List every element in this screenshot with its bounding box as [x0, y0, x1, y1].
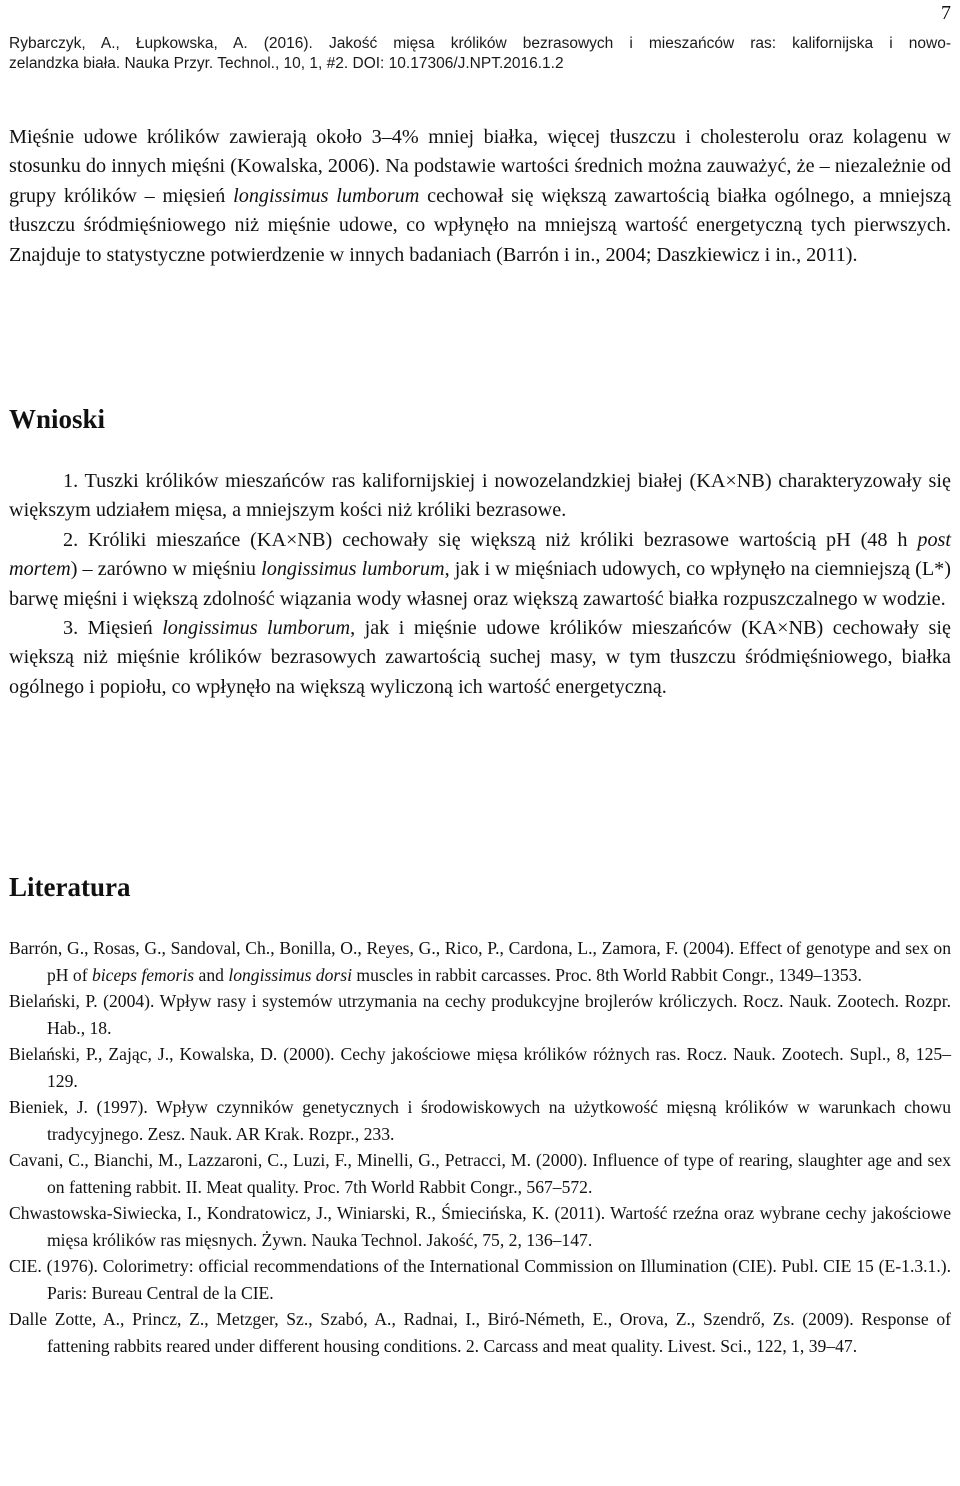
reference-text: Bieniek, J. (1997). Wpływ czynników genetycznych i środowiskowych na użytkowość mięsną królików w warunkach chowu tradycyjnego. Zesz. Nauk. AR Krak. Rozpr., 233.: [9, 1097, 951, 1144]
conclusion-italic-term: longissimus lumborum: [162, 617, 351, 640]
conclusions-heading: Wnioski: [9, 404, 106, 434]
reference-text: Bielański, P. (2004). Wpływ rasy i systemów utrzymania na cechy produkcyjne brojlerów króliczych. Rocz. Nauk. Zootech. Rozpr. Hab., 18.: [9, 991, 951, 1038]
header-citation-line-2: zelandzka biała. Nauka Przyr. Technol., 10, 1, #2. DOI: 10.17306/J.NPT.2016.1.2: [9, 55, 564, 72]
reference-item: [9, 1200, 951, 1253]
conclusion-italic-term: post mortem: [9, 528, 951, 581]
reference-italic-term: longissimus dorsi: [228, 964, 352, 985]
page-number: 7: [941, 2, 951, 24]
reference-italic-term: biceps femoris: [91, 964, 195, 985]
conclusion-item: [9, 526, 951, 614]
paragraph-text: cechował się większą zawartością białka ogólnego, a mniejszą tłuszczu śródmięśniowego niż mięśnie udowe, co wpłynęło na mniejszą wartość energetyczną tych pierwszych. Znajduje to statystyczne potwierdzenie w innych badaniach (Barrón i in., 2004; Daszkiewicz i in., 2011).: [9, 184, 951, 266]
conclusion-text: , jak i mięśnie udowe królików mieszańców (KA×NB) cechowały się większą niż mięśnie królików bezrasowych zawartością suchej masy, w tym tłuszczu śródmięśniowego, białka ogólnego i popiołu, co wpłynęło na większą wyliczoną ich wartość energetyczną.: [9, 617, 951, 698]
conclusion-text: 2. Króliki mieszańce (KA×NB) cechowały się większą niż króliki bezrasowe wartością pH (48 h: [63, 528, 918, 551]
reference-text: and: [194, 964, 229, 985]
references-heading: Literatura: [9, 872, 131, 902]
discussion-paragraph: [9, 123, 951, 270]
paragraph-text: Mięśnie udowe królików zawierają około 3–4% mniej białka, więcej tłuszczu i cholesterolu oraz kolagenu w stosunku do innych mięśni (Kowalska, 2006). Na podstawie wartości średnich można zauważyć, że – niezależnie od grupy królików – mięsień: [9, 126, 951, 207]
reference-text: Barrón, G., Rosas, G., Sandoval, Ch., Bonilla, O., Reyes, G., Rico, P., Cardona, L., Zamora, F. (2004). Effect of genotype and sex on pH of: [9, 938, 951, 985]
conclusion-text: ) – zarówno w mięśniu: [70, 558, 262, 581]
conclusion-text: , jak i w mięśniach udowych, co wpłynęło na ciemniejszą (L*) barwę mięśni i większą zdolność wiązania wody własnej oraz większą zawartość białka rozpuszczalnego w wodzie.: [9, 558, 951, 610]
reference-item: [9, 1147, 951, 1200]
reference-text: Chwastowska-Siwiecka, I., Kondratowicz, J., Winiarski, R., Śmiecińska, K. (2011). Wartość rzeźna oraz wybrane cechy jakościowe mięsa królików ras mięsnych. Żywn. Nauka Technol. Jakość, 75, 2, 136–147.: [9, 1203, 951, 1250]
running-header: [9, 34, 951, 74]
reference-text: Dalle Zotte, A., Princz, Z., Metzger, Sz., Szabó, A., Radnai, I., Biró-Németh, E., Orova, Z., Szendrő, Zs. (2009). Response of fattening rabbits reared under different housing conditions. 2. Carcass and meat quality. Livest. Sci., 122, 1, 39–47.: [9, 1309, 951, 1356]
header-citation-line-1: Rybarczyk, A., Łupkowska, A. (2016). Jakość mięsa królików bezrasowych i mieszańców ras: kalifornijska i nowo-: [9, 35, 951, 52]
reference-text: muscles in rabbit carcasses. Proc. 8th World Rabbit Congr., 1349–1353.: [351, 964, 862, 985]
reference-item: [9, 1094, 951, 1147]
reference-text: Bielański, P., Zając, J., Kowalska, D. (2000). Cechy jakościowe mięsa królików różnych ras. Rocz. Nauk. Zootech. Supl., 8, 125–129.: [9, 1044, 951, 1091]
reference-item: [9, 1041, 951, 1094]
reference-text: CIE. (1976). Colorimetry: official recommendations of the International Commission on Illumination (CIE). Publ. CIE 15 (E-1.3.1.). Paris: Bureau Central de la CIE.: [9, 1256, 951, 1303]
conclusion-item: [9, 467, 951, 526]
reference-item: [9, 1306, 951, 1359]
document-page: [9, 0, 951, 1486]
reference-item: [9, 935, 951, 988]
paragraph-italic-term: longissimus lumborum: [233, 184, 420, 207]
references-list: [9, 935, 951, 1359]
reference-text: Cavani, C., Bianchi, M., Lazzaroni, C., Luzi, F., Minelli, G., Petracci, M. (2000). Influence of type of rearing, slaughter age and sex on fattening rabbit. II. Meat quality. Proc. 7th World Rabbit Congr., 567–572.: [9, 1150, 951, 1197]
conclusions-list: [9, 467, 951, 702]
conclusion-text: 3. Mięsień: [63, 617, 163, 640]
reference-item: [9, 988, 951, 1041]
conclusion-italic-term: longissimus lumborum: [261, 558, 445, 581]
conclusion-text: 1. Tuszki królików mieszańców ras kalifornijskiej i nowozelandzkiej białej (KA×NB) charakteryzowały się większym udziałem mięsa, a mniejszym kości niż króliki bezrasowe.: [9, 470, 951, 522]
conclusion-item: [9, 614, 951, 702]
reference-item: [9, 1253, 951, 1306]
